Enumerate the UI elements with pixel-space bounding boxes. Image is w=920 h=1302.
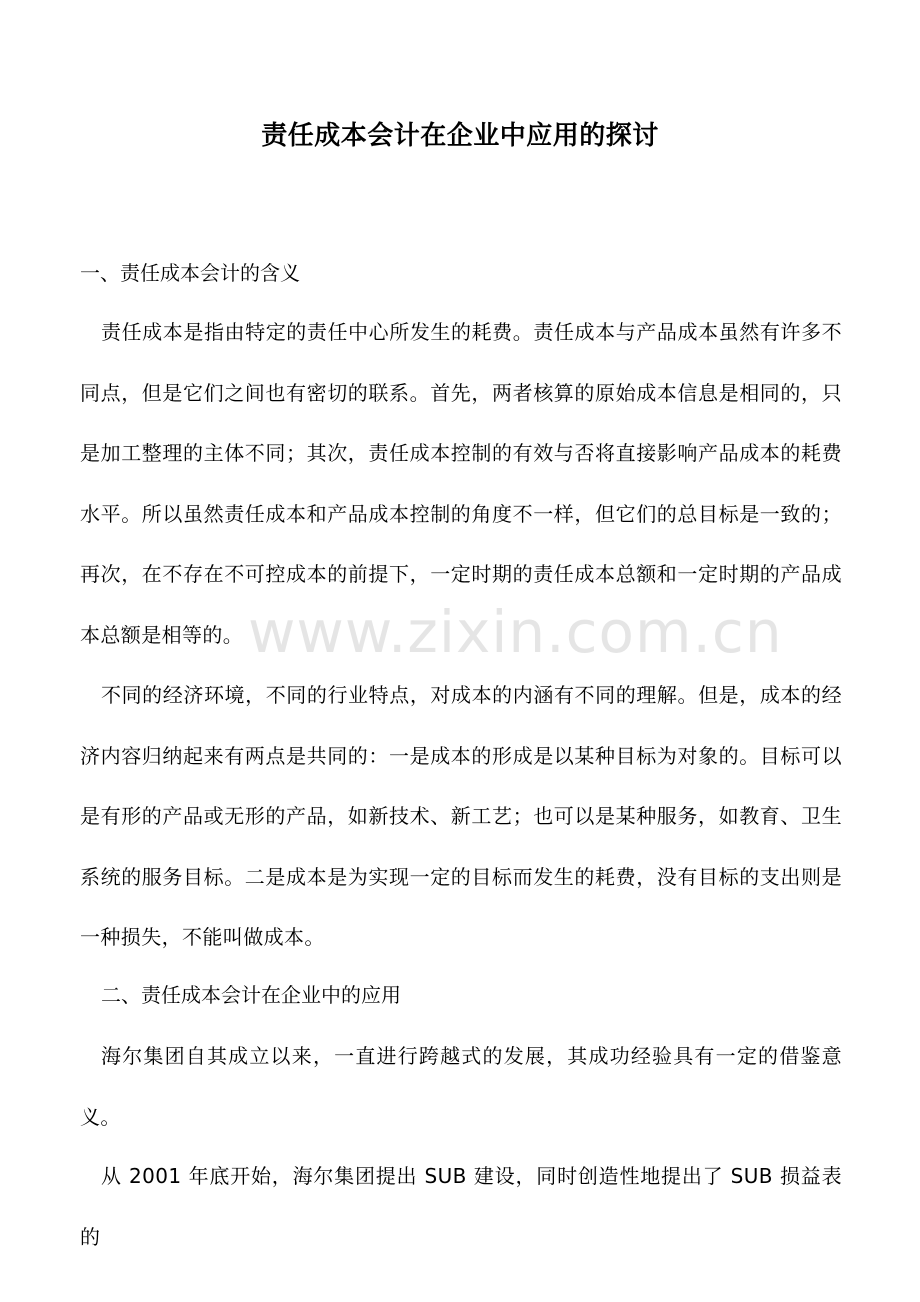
paragraph-3: 海尔集团自其成立以来，一直进行跨越式的发展，其成功经验具有一定的借鉴意义。 [80, 1044, 842, 1129]
paragraph-2: 不同的经济环境，不同的行业特点，对成本的内涵有不同的理解。但是，成本的经济内容归纳起来有两点是共同的：一是成本的形成是以某种目标为对象的。目标可以是有形的产品或无形的产品，如新技术、新工艺；也可以是某种服务，如教育、卫生系统的服务目标。二是成本是为实现一定的目标而发生的耗费，没有目标的支出则是一种损失，不能叫做成本。 [80, 683, 842, 949]
section-heading-2: 二、责任成本会计在企业中的应用 [101, 983, 401, 1007]
watermark: www.zixin.com.cn [248, 598, 783, 666]
paragraph-1: 责任成本是指由特定的责任中心所发生的耗费。责任成本与产品成本虽然有许多不同点，但是它们之间也有密切的联系。首先，两者核算的原始成本信息是相同的，只是加工整理的主体不同；其次，责任成本控制的有效与否将直接影响产品成本的耗费水平。所以虽然责任成本和产品成本控制的角度不一样，但它们的总目标是一致的；再次，在不存在不可控成本的前提下，一定时期的责任成本总额和一定时期的产品成本总额是相等的。 [80, 320, 842, 647]
document-title: 责任成本会计在企业中应用的探讨 [261, 121, 659, 151]
paragraph-4: 从 2001 年底开始，海尔集团提出 SUB 建设，同时创造性地提出了 SUB 损益表的 [80, 1164, 842, 1249]
section-heading-1: 一、责任成本会计的含义 [80, 261, 300, 285]
